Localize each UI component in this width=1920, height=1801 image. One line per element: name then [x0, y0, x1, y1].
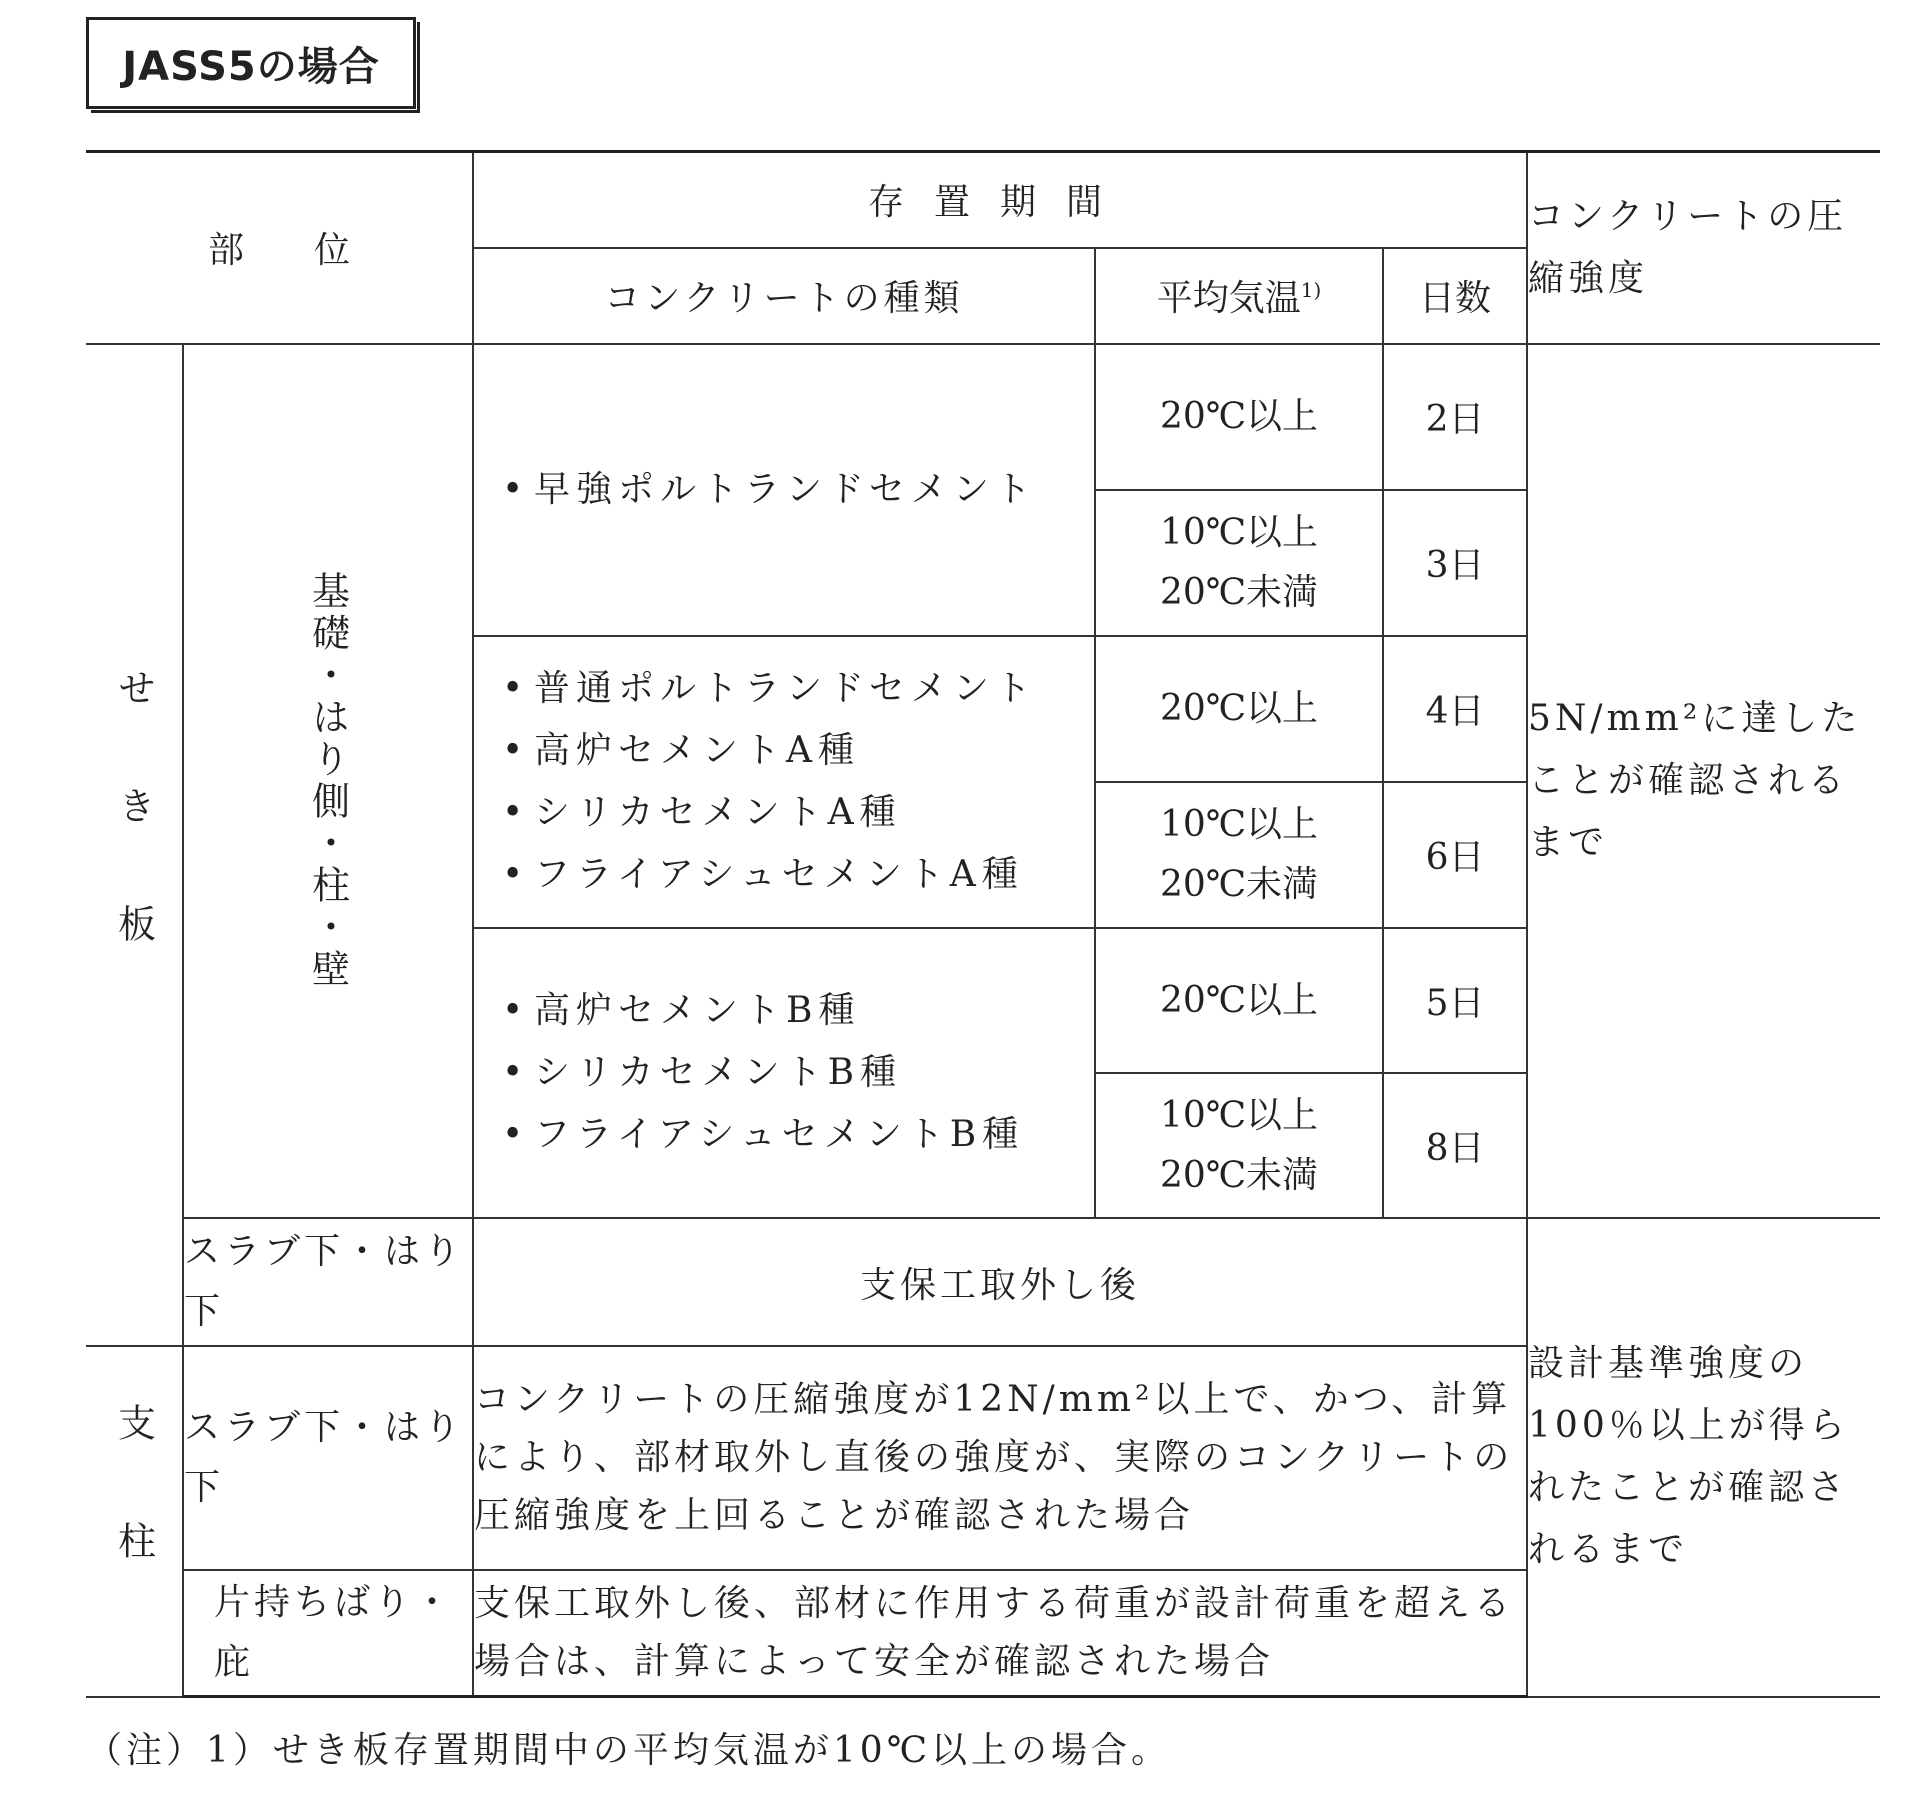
- cement-group-1: [473, 344, 1095, 636]
- shichu-strength: 設計基準強度の100％以上が得られたことが確認されるまで: [1527, 1218, 1880, 1696]
- shichu-sub1-condition: コンクリートの圧縮強度が12N/mm²以上で、かつ、計算により、部材取外し直後の強度が、実際のコンクリートの圧縮強度を上回ることが確認された場合: [473, 1346, 1527, 1570]
- shichu-label: 支柱: [86, 1346, 183, 1696]
- cement-group-2: [473, 636, 1095, 928]
- temp-cell: 20℃以上: [1095, 344, 1383, 490]
- cement-type: • 高炉セメントB種: [534, 980, 1094, 1042]
- header-avg-temp: 平均気温$^{1)}$: [1095, 248, 1383, 344]
- shichu-sub2-condition: 支保工取外し後、部材に作用する荷重が設計荷重を超える場合は、計算によって安全が確認された場合: [473, 1570, 1527, 1696]
- cement-type: • シリカセメントA種: [534, 782, 1094, 844]
- sekiita-sub2-label: スラブ下・はり下: [183, 1218, 473, 1346]
- shichu-sub2-label: 片持ちばり・庇: [183, 1570, 473, 1696]
- formwork-period-table: [86, 150, 1880, 1698]
- cement-type: • フライアシュセメントB種: [534, 1104, 1094, 1166]
- header-strength: コンクリートの圧縮強度: [1527, 152, 1880, 344]
- days-cell: 6日: [1383, 782, 1527, 928]
- page-title: JASS5の場合: [86, 17, 416, 109]
- cement-type: • シリカセメントB種: [534, 1042, 1094, 1104]
- days-cell: 2日: [1383, 344, 1527, 490]
- cement-type: • フライアシュセメントA種: [534, 844, 1094, 906]
- days-cell: 8日: [1383, 1073, 1527, 1218]
- days-cell: 5日: [1383, 928, 1527, 1073]
- sekiita-sub2-period: 支保工取外し後: [473, 1218, 1527, 1346]
- temp-cell: 10℃以上 20℃未満: [1095, 782, 1383, 928]
- footnote: （注）1）せき板存置期間中の平均気温が10℃以上の場合。: [86, 1730, 1171, 1771]
- cement-type: • 高炉セメントA種: [534, 720, 1094, 782]
- sekiita-strength: 5N/mm²に達したことが確認されるまで: [1527, 344, 1880, 1219]
- temp-cell: 20℃以上: [1095, 928, 1383, 1073]
- sekiita-label: せき板: [86, 344, 183, 1347]
- temp-cell: 10℃以上 20℃未満: [1095, 490, 1383, 636]
- temp-cell: 10℃以上 20℃未満: [1095, 1073, 1383, 1218]
- header-concrete-type: コンクリートの種類: [473, 248, 1095, 344]
- shichu-sub1-label: スラブ下・はり下: [183, 1346, 473, 1570]
- days-cell: 4日: [1383, 636, 1527, 782]
- temp-cell: 20℃以上: [1095, 636, 1383, 782]
- header-period: 存置期間: [473, 152, 1527, 248]
- sekiita-sub1-label: 基礎・はり側・柱・壁: [183, 344, 473, 1219]
- days-cell: 3日: [1383, 490, 1527, 636]
- header-part: 部位: [86, 152, 473, 344]
- cement-type: • 早強ポルトランドセメント: [534, 459, 1094, 521]
- cement-type: • 普通ポルトランドセメント: [534, 658, 1094, 720]
- cement-group-3: [473, 928, 1095, 1218]
- header-days: 日数: [1383, 248, 1527, 344]
